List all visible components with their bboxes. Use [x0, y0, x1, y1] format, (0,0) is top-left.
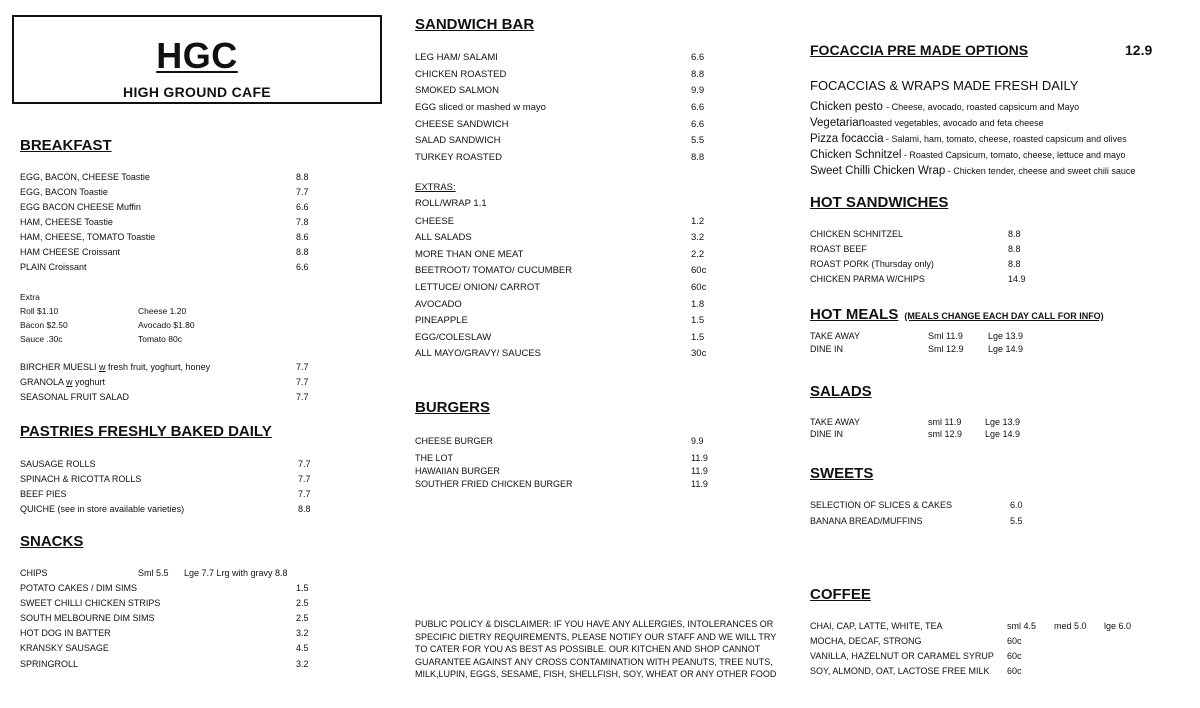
salad-name: DINE IN: [810, 429, 844, 439]
snack-item-name: SOUTH MELBOURNE DIM SIMS: [20, 613, 155, 623]
breakfast-item-name: HAM, CHEESE Toastie: [20, 217, 113, 227]
hot-meal-lge: Lge 13.9: [988, 331, 1024, 341]
sandwich-item-name: LEG HAM/ SALAMI: [415, 52, 498, 63]
sandwich-item-price: 6.6: [691, 52, 705, 63]
sandwich-item-price: 9.9: [691, 85, 705, 96]
chips-name: CHIPS: [20, 568, 48, 578]
hot-sandwich-name: CHICKEN SCHNITZEL: [810, 229, 904, 239]
granola-price: 7.7: [296, 377, 309, 387]
coffee-extra-name: MOCHA, DECAF, STRONG: [810, 636, 922, 646]
sweet-price: 6.0: [1010, 500, 1023, 510]
burger-item-price: 11.9: [691, 466, 708, 476]
coffee-med-price: med 5.0: [1054, 621, 1087, 631]
hot-sandwiches-heading: HOT SANDWICHES: [810, 194, 949, 211]
sandwich-item-name: TURKEY ROASTED: [415, 152, 502, 163]
fruit-salad-price: 7.7: [296, 392, 309, 402]
sandwich-extra-price: 3.2: [691, 232, 705, 243]
logo-title: HGC: [156, 35, 238, 76]
salad-lge: Lge 14.9: [985, 429, 1021, 439]
coffee-main-name: CHAI, CAP, LATTE, WHITE, TEA: [810, 621, 943, 631]
sweet-price: 5.5: [1010, 516, 1023, 526]
sweets-heading: SWEETS: [810, 465, 874, 482]
sandwich-extra-price: 1.8: [691, 299, 705, 310]
hot-sandwich-name: ROAST PORK (Thursday only): [810, 259, 934, 269]
snack-item-name: POTATO CAKES / DIM SIMS: [20, 583, 138, 593]
sandwich-item-price: 6.6: [691, 119, 705, 130]
breakfast-item-price: 6.6: [296, 262, 309, 272]
breakfast-extra: Bacon $2.50: [20, 320, 68, 330]
sweet-name: BANANA BREAD/MUFFINS: [810, 516, 923, 526]
sandwich-extra-name: BEETROOT/ TOMATO/ CUCUMBER: [415, 265, 573, 276]
breakfast-item-price: 7.7: [296, 187, 309, 197]
breakfast-item-name: HAM CHEESE Croissant: [20, 247, 121, 257]
focaccia-item: Sweet Chilli Chicken Wrap - Chicken tender, cheese and sweet chili sauce: [810, 165, 1136, 177]
breakfast-extra: Sauce .30c: [20, 334, 63, 344]
hot-meal-name: TAKE AWAY: [810, 331, 861, 341]
burger-item-price: 11.9: [691, 479, 708, 489]
sandwich-item-name: CHEESE SANDWICH: [415, 119, 509, 130]
focaccia-item: Vegetarianoasted vegetables, avocado and feta cheese: [810, 117, 1044, 129]
breakfast-item-price: 7.8: [296, 217, 309, 227]
pastry-item-price: 7.7: [298, 489, 311, 499]
sandwich-item-name: CHICKEN ROASTED: [415, 69, 507, 80]
snack-item-name: HOT DOG IN BATTER: [20, 628, 111, 638]
salad-name: TAKE AWAY: [810, 417, 861, 427]
breakfast-item-name: HAM, CHEESE, TOMATO Toastie: [20, 232, 156, 242]
burger-item-name: SOUTHER FRIED CHICKEN BURGER: [415, 479, 573, 489]
chips-lge-price: Lge 7.7 Lrg with gravy 8.8: [184, 568, 288, 578]
pastry-item-name: SPINACH & RICOTTA ROLLS: [20, 474, 142, 484]
sandwich-item-price: 5.5: [691, 135, 705, 146]
pastry-item-name: BEEF PIES: [20, 489, 67, 499]
hot-sandwich-name: CHICKEN PARMA W/CHIPS: [810, 274, 925, 284]
granola-name: GRANOLA w yoghurt: [20, 377, 106, 387]
breakfast-extra: Cheese 1.20: [138, 306, 187, 316]
sandwich-extra-price: 1.5: [691, 315, 705, 326]
sweet-name: SELECTION OF SLICES & CAKES: [810, 500, 953, 510]
hot-sandwich-name: ROAST BEEF: [810, 244, 867, 254]
snack-item-price: 3.2: [296, 628, 309, 638]
snack-item-name: KRANSKY SAUSAGE: [20, 643, 109, 653]
focaccia-heading: FOCACCIA PRE MADE OPTIONS: [810, 42, 1029, 58]
salad-sml: sml 11.9: [928, 417, 962, 427]
sandwich-bar-heading: SANDWICH BAR: [415, 16, 535, 33]
snack-item-price: 2.5: [296, 613, 309, 623]
sandwich-extra-price: 30c: [691, 348, 707, 359]
breakfast-item-price: 8.6: [296, 232, 309, 242]
sandwich-extra-price: 60c: [691, 282, 707, 293]
coffee-sml-price: sml 4.5: [1007, 621, 1037, 631]
breakfast-extra: Tomato 80c: [138, 334, 182, 344]
focaccia-item: Chicken pesto - Cheese, avocado, roasted capsicum and Mayo: [810, 101, 1080, 113]
pastry-item-price: 8.8: [298, 504, 311, 514]
sandwich-item-price: 8.8: [691, 152, 705, 163]
sandwich-item-name: SALAD SANDWICH: [415, 135, 501, 146]
hot-sandwich-price: 8.8: [1008, 259, 1021, 269]
burger-item-name: CHEESE BURGER: [415, 436, 494, 446]
bircher-muesli-name: BIRCHER MUESLI w fresh fruit, yoghurt, honey: [20, 362, 211, 372]
hot-sandwich-price: 14.9: [1008, 274, 1026, 284]
breakfast-extra: Avocado $1.80: [138, 320, 195, 330]
sandwich-item-price: 8.8: [691, 69, 705, 80]
pastry-item-price: 7.7: [298, 459, 311, 469]
breakfast-extra: Roll $1.10: [20, 306, 59, 316]
snack-item-price: 4.5: [296, 643, 309, 653]
sandwich-extra-name: ALL MAYO/GRAVY/ SAUCES: [415, 348, 542, 359]
sandwich-extra-price: 2.2: [691, 249, 705, 260]
breakfast-extra-label: Extra: [20, 292, 40, 302]
sandwich-extra-name: EGG/COLESLAW: [415, 332, 492, 343]
sandwich-extras-label: EXTRAS:: [415, 182, 456, 193]
pastry-item-name: SAUSAGE ROLLS: [20, 459, 96, 469]
focaccia-fresh-heading: FOCACCIAS & WRAPS MADE FRESH DAILY: [810, 78, 1079, 93]
sandwich-extra-price: 1.5: [691, 332, 705, 343]
breakfast-item-name: EGG, BACON, CHEESE Toastie: [20, 172, 150, 182]
salads-heading: SALADS: [810, 383, 872, 400]
breakfast-item-name: EGG BACON CHEESE Muffin: [20, 202, 141, 212]
sandwich-extra-name: ALL SALADS: [415, 232, 472, 243]
burgers-heading: BURGERS: [415, 399, 491, 416]
pastry-item-price: 7.7: [298, 474, 311, 484]
coffee-extra-name: SOY, ALMOND, OAT, LACTOSE FREE MILK: [810, 666, 990, 676]
breakfast-item-price: 8.8: [296, 172, 309, 182]
hot-meal-lge: Lge 14.9: [988, 344, 1024, 354]
snacks-heading: SNACKS: [20, 533, 84, 550]
focaccia-item: Pizza focaccia - Salami, ham, tomato, cheese, roasted capsicum and olives: [810, 133, 1127, 145]
roll-wrap-price: ROLL/WRAP 1.1: [415, 198, 487, 209]
chips-sml-price: Sml 5.5: [138, 568, 169, 578]
sandwich-extra-name: PINEAPPLE: [415, 315, 468, 326]
breakfast-item-price: 8.8: [296, 247, 309, 257]
burger-item-name: THE LOT: [415, 453, 454, 463]
hot-meal-name: DINE IN: [810, 344, 844, 354]
logo-box: [12, 15, 382, 104]
hot-meal-sml: Sml 11.9: [928, 331, 963, 341]
hot-meal-sml: Sml 12.9: [928, 344, 964, 354]
sandwich-item-price: 6.6: [691, 102, 705, 113]
breakfast-item-name: PLAIN Croissant: [20, 262, 87, 272]
coffee-extra-price: 60c: [1007, 636, 1022, 646]
burger-item-price: 9.9: [691, 436, 704, 446]
burger-item-price: 11.9: [691, 453, 708, 463]
snack-item-price: 1.5: [296, 583, 309, 593]
coffee-extra-name: VANILLA, HAZELNUT OR CARAMEL SYRUP: [810, 651, 994, 661]
pastries-heading: PASTRIES FRESHLY BAKED DAILY: [20, 423, 272, 440]
sandwich-item-name: SMOKED SALMON: [415, 85, 499, 96]
snack-item-price: 2.5: [296, 598, 309, 608]
salad-lge: Lge 13.9: [985, 417, 1021, 427]
allergy-disclaimer: PUBLIC POLICY & DISCLAIMER: IF YOU HAVE ANY ALLERGIES, INTOLERANCES OR SPECIFIC DIETRY REQUIREMENTS, PLEASE NOTIFY OUR STAFF AND WE WILL TRY TO CATER FOR YOU AS BEST AS POSSIBLE. OUR KITCHEN AND SHOP CANNOT GUARANTEE AGAINST ANY CROSS CONTAMINATION WITH PEANUTS, TREE NUTS, MILK,LUPIN, EGGS, SESAME, FISH, SHELLFISH, SOY, WHEAT OR ANY OTHER FOOD: [415, 619, 777, 679]
sandwich-extra-price: 1.2: [691, 216, 705, 227]
sandwich-extra-price: 60c: [691, 265, 707, 276]
coffee-lge-price: lge 6.0: [1104, 621, 1132, 631]
fruit-salad-name: SEASONAL FRUIT SALAD: [20, 392, 130, 402]
pastry-item-name: QUICHE (see in store available varieties): [20, 504, 185, 514]
sandwich-extra-name: MORE THAN ONE MEAT: [415, 249, 524, 260]
logo-subtitle: HIGH GROUND CAFE: [123, 84, 271, 100]
hot-meals-heading: HOT MEALS (MEALS CHANGE EACH DAY CALL FOR INFO): [810, 306, 1104, 323]
snack-item-name: SWEET CHILLI CHICKEN STRIPS: [20, 598, 161, 608]
coffee-extra-price: 60c: [1007, 666, 1022, 676]
coffee-extra-price: 60c: [1007, 651, 1022, 661]
coffee-heading: COFFEE: [810, 586, 871, 603]
sandwich-extra-name: CHEESE: [415, 216, 455, 227]
sandwich-item-name: EGG sliced or mashed w mayo: [415, 102, 546, 113]
snack-item-name: SPRINGROLL: [20, 659, 79, 669]
hot-sandwich-price: 8.8: [1008, 229, 1021, 239]
sandwich-extra-name: LETTUCE/ ONION/ CARROT: [415, 282, 541, 293]
breakfast-heading: BREAKFAST: [20, 137, 112, 154]
sandwich-extra-name: AVOCADO: [415, 299, 462, 310]
breakfast-item-name: EGG, BACON Toastie: [20, 187, 108, 197]
hot-sandwich-price: 8.8: [1008, 244, 1021, 254]
bircher-muesli-price: 7.7: [296, 362, 309, 372]
burger-item-name: HAWAIIAN BURGER: [415, 466, 500, 476]
focaccia-price: 12.9: [1125, 42, 1153, 58]
focaccia-item: Chicken Schnitzel - Roasted Capsicum, tomato, cheese, lettuce and mayo: [810, 149, 1126, 161]
breakfast-item-price: 6.6: [296, 202, 309, 212]
salad-sml: sml 12.9: [928, 429, 963, 439]
snack-item-price: 3.2: [296, 659, 309, 669]
